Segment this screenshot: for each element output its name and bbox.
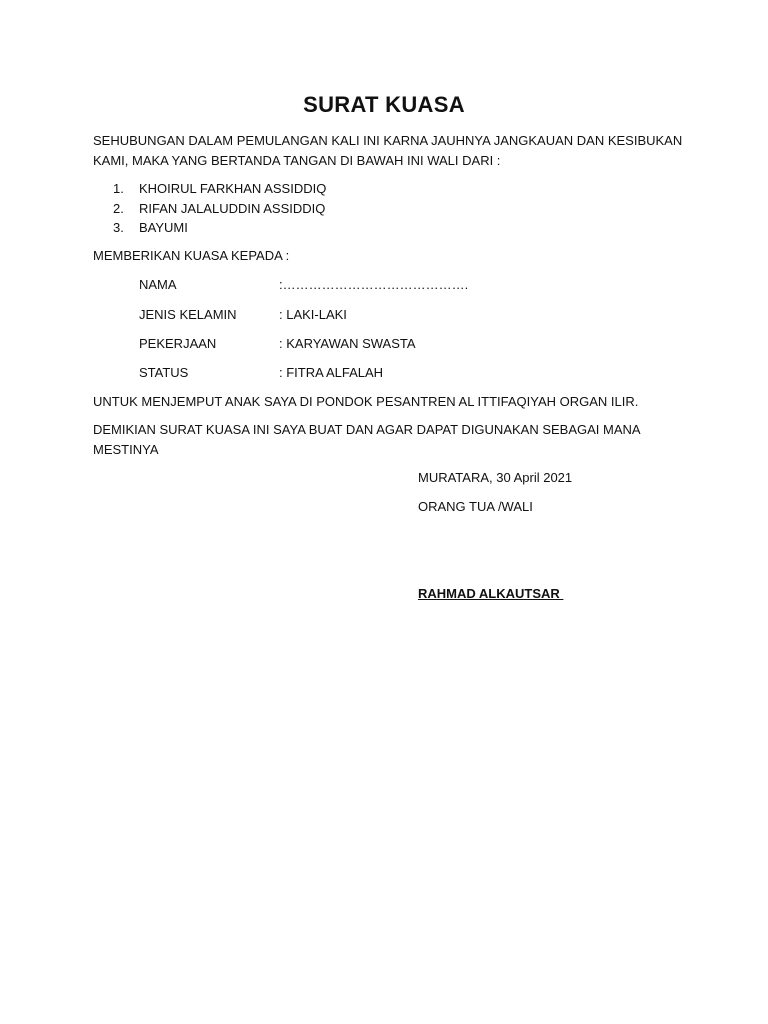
place-date: MURATARA, 30 April 2021	[418, 470, 573, 485]
field-value-jenis-kelamin: : LAKI-LAKI	[279, 307, 347, 322]
signer-role: ORANG TUA /WALI	[418, 499, 533, 514]
list-item	[113, 199, 326, 219]
field-label-status: STATUS	[139, 365, 189, 380]
field-value-nama: :…………………………………….	[279, 277, 469, 292]
list-item-name: BAYUMI	[139, 220, 188, 235]
field-label-jenis-kelamin: JENIS KELAMIN	[139, 307, 237, 322]
field-value-status: : FITRA ALFALAH	[279, 365, 384, 380]
list-item-name: RIFAN JALALUDDIN ASSIDDIQ	[139, 200, 326, 216]
list-item	[113, 218, 326, 238]
purpose-paragraph: UNTUK MENJEMPUT ANAK SAYA DI PONDOK PESANTREN AL ITTIFAQIYAH ORGAN ILIR.	[93, 394, 639, 409]
list-item-number: 3.	[113, 220, 124, 235]
document-title: SURAT KUASA	[303, 92, 465, 117]
closing-paragraph: DEMIKIAN SURAT KUASA INI SAYA BUAT DAN AGAR DAPAT DIGUNAKAN SEBAGAI MANA MESTINYA	[93, 422, 640, 457]
list-item-name: KHOIRUL FARKHAN ASSIDDIQ	[139, 181, 327, 196]
list-item	[113, 179, 326, 199]
list-item-number: 1.	[113, 181, 124, 196]
signer-name: RAHMAD ALKAUTSAR	[418, 586, 564, 601]
field-label-nama: NAMA	[139, 277, 177, 292]
list-item-number: 2.	[113, 200, 124, 216]
field-value-pekerjaan: : KARYAWAN SWASTA	[279, 336, 416, 351]
grant-heading: MEMBERIKAN KUASA KEPADA :	[93, 248, 290, 263]
field-label-pekerjaan: PEKERJAAN	[139, 336, 217, 351]
intro-paragraph: SEHUBUNGAN DALAM PEMULANGAN KALI INI KARNA JAUHNYA JANGKAUAN DAN KESIBUKAN KAMI, MAKA YANG BERTANDA TANGAN DI BAWAH INI WALI DARI :	[93, 133, 683, 168]
children-list	[113, 179, 326, 238]
